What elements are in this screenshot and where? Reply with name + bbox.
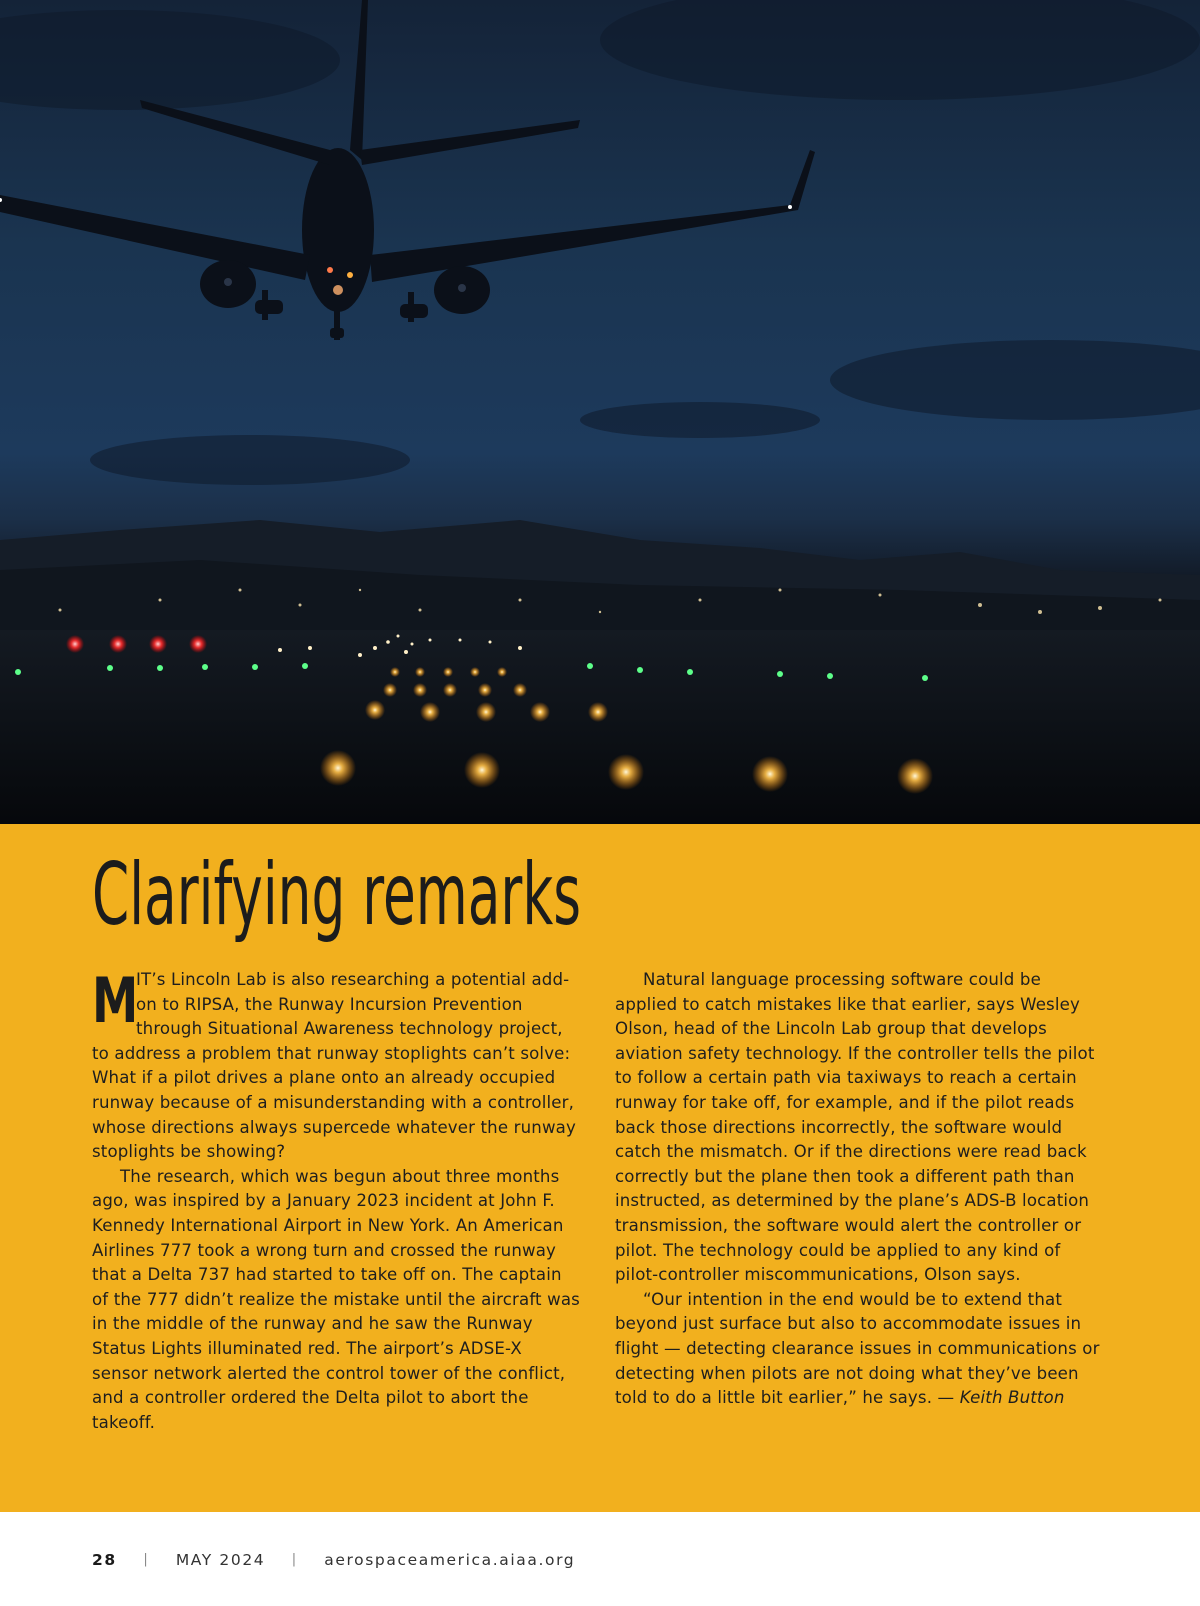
page-number: 28: [92, 1550, 117, 1569]
issue-date: MAY 2024: [175, 1550, 266, 1569]
article-paragraph-2: The research, which was begun about three months ago, was inspired by a January 2023 incident at John F. Kennedy International Airport in New York. An American Airlines 777 took a wrong turn and crossed the runway that a Delta 737 had started to take off on. The captain of the 777 didn’t realize the mistake until the aircraft was in the middle of the runway and he saw the Runway Status Lights illuminated red. The airport’s ADSE-X sensor network alerted the control tower of the conflict, and a controller ordered the Delta pilot to abort the takeoff.: [92, 1166, 580, 1432]
footer-separator: |: [143, 1552, 150, 1567]
author-byline: Keith Button: [959, 1388, 1065, 1408]
website-url[interactable]: aerospaceamerica.aiaa.org: [324, 1550, 576, 1569]
article-paragraph-1: [92, 964, 582, 1165]
article-column-left: [92, 964, 582, 1435]
page-footer: [92, 1550, 575, 1576]
drop-cap: M: [92, 964, 139, 1037]
article-paragraph-1-text: IT’s Lincoln Lab is also researching a potential add-on to RIPSA, the Runway Incursion Prevention through Situational Awareness technology project, to address a problem that runway stoplights can’t solve: What if a pilot drives a plane onto an already occupied runway because of a misunderstanding with a controller, whose directions always supercede whatever the runway stoplights be showing?: [92, 970, 576, 1162]
article-column-right: [615, 968, 1105, 1411]
article-paragraph-4: [615, 1288, 1105, 1411]
article-paragraph-4-text: “Our intention in the end would be to extend that beyond just surface but also to accommodate issues in flight — detecting clearance issues in communications or detecting when pilots are not doing what they’ve been told to do a little bit earlier,” he says. —: [615, 1289, 1100, 1408]
article-title: Clarifying remarks: [92, 845, 581, 945]
footer-separator: |: [291, 1552, 298, 1567]
article-paragraph-3: Natural language processing software could be applied to catch mistakes like that earlier, says Wesley Olson, head of the Lincoln Lab group that develops aviation safety technology. If the controller tells the pilot to follow a certain path via taxiways to reach a certain runway for take off, for example, and if the pilot reads back those directions incorrectly, the software would catch the mismatch. Or if the directions were read back correctly but the plane then took a different path than instructed, as determined by the plane’s ADS-B location transmission, the software would alert the controller or pilot. The technology could be applied to any kind of pilot-controller miscommunications, Olson says.: [615, 970, 1095, 1285]
